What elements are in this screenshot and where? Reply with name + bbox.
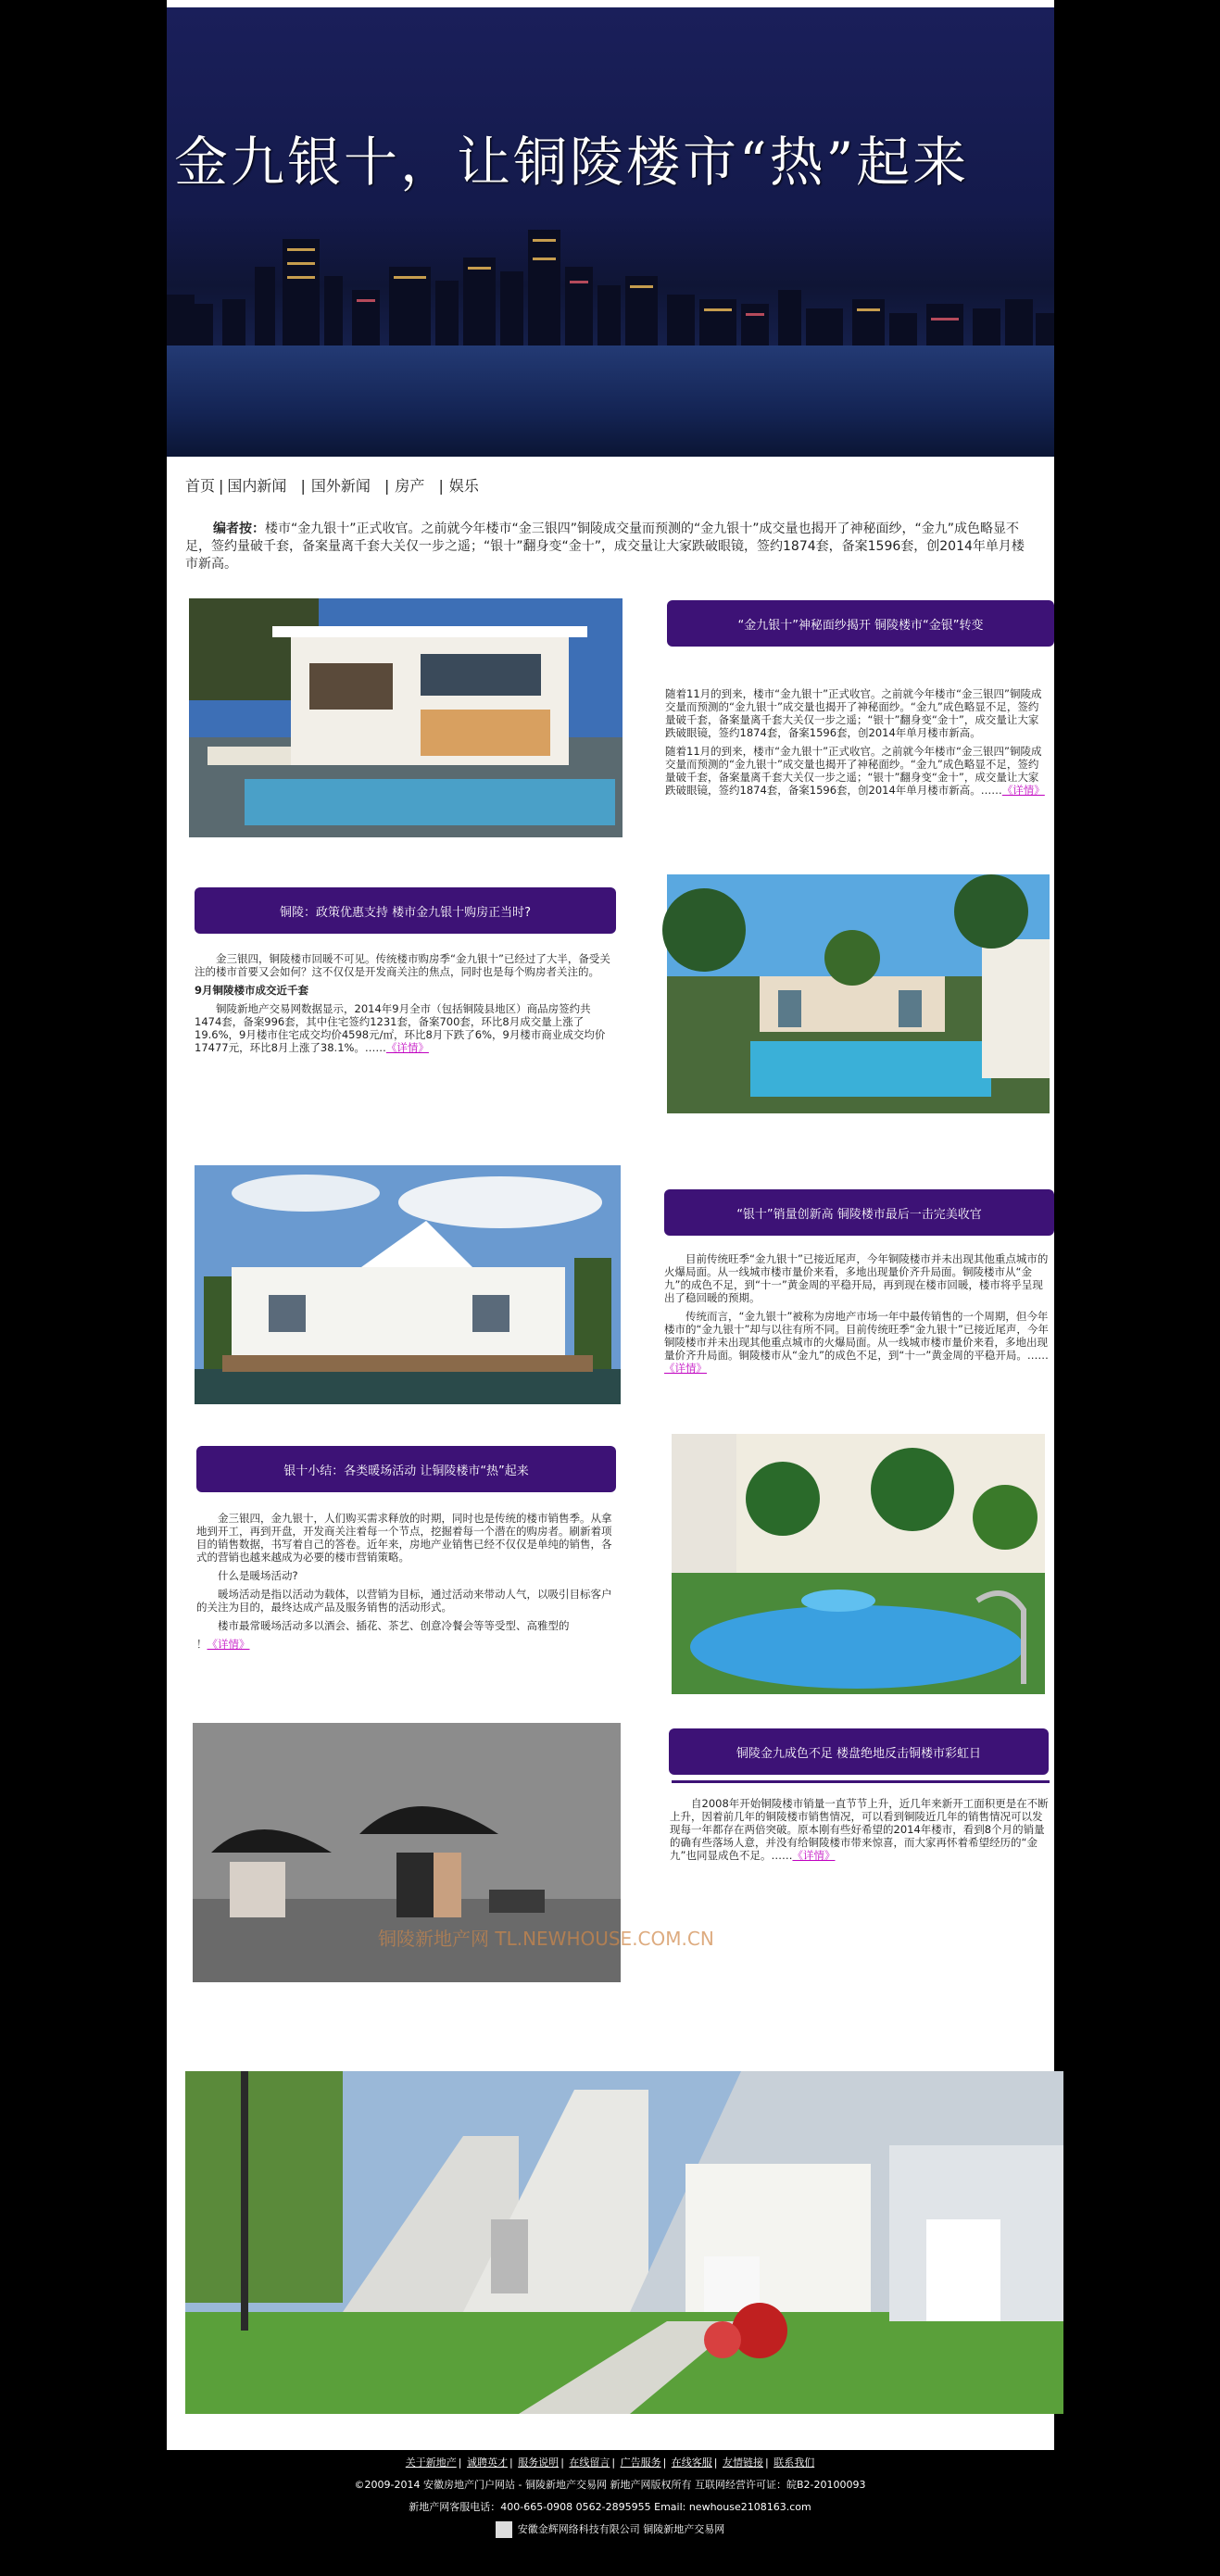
nav-separator: | bbox=[384, 477, 390, 495]
section-5-title: 铜陵金九成色不足 楼盘绝地反击铜楼市彩虹日 bbox=[736, 1746, 982, 1761]
editor-note-text: 楼市“金九银十”正式收官。之前就今年楼市“金三银四”铜陵成交量而预测的“金九银十”成交量也揭开了神秘面纱，“金九”成色略显不足，签约量破千套，备案量离千套大关仅一步之遥；“银十”翻身变“金十”，成交量让大家跌破眼镜，签约1874套，备案1596套，创2014年单月楼市新高。 bbox=[185, 521, 1025, 572]
section-4-paragraph: 暖场活动是指以活动为载体，以营销为目标，通过活动来带动人气，以吸引目标客户的关注为目的，最终达成产品及服务销售的活动形式。 bbox=[196, 1588, 612, 1614]
white-waterfront-villa-photo bbox=[195, 1165, 621, 1404]
section-4-subheading: 什么是暖场活动? bbox=[218, 1569, 298, 1582]
section-1-title-bar[interactable] bbox=[667, 600, 1054, 647]
section-1-paragraph: 随着11月的到来，楼市“金九银十”正式收官。之前就今年楼市“金三银四”铜陵成交量而预测的“金九银十”成交量也揭开了神秘面纱。“金九”成色略显不足，签约量破千套，备案量离千套大关仅一步之遥；“银十”翻身变“金十”，成交量让大家跌破眼镜，签约1874套，备案1596套，创2014年单月楼市新高。 bbox=[665, 687, 1042, 739]
footer-link-jobs[interactable]: 诚聘英才 bbox=[466, 2457, 508, 2469]
palm-pool-villa-photo bbox=[667, 874, 1050, 1113]
nav-separator: | bbox=[300, 477, 306, 495]
section-2-paragraph: 铜陵新地产交易网数据显示，2014年9月全市（包括铜陵县地区）商品房签约共1474套，备案996套，其中住宅签约1231套，备案700套，环比8月成交量上涨了19.6%，9月楼市住宅成交均价4598元/㎡，环比8月下跌了6%，9月楼市商业成交均价17477元，环比8月上涨了38.1%。…… bbox=[195, 1002, 606, 1054]
section-4-title: 银十小结：各类暖场活动 让铜陵楼市“热”起来 bbox=[283, 1464, 529, 1478]
photo-watermark: 铜陵新地产网 TL.NEWHOUSE.COM.CN bbox=[378, 1928, 714, 1950]
footer-copyright: ©2009-2014 安徽房地产门户网站 - 铜陵新地产交易网 新地产网版权所有 互联网经营许可证：皖B2-20100093 bbox=[354, 2479, 866, 2491]
pool-garden-photo bbox=[672, 1434, 1045, 1694]
page-content bbox=[167, 0, 1054, 2450]
modern-villa-photo bbox=[189, 598, 623, 837]
section-3-body bbox=[664, 1252, 1049, 1380]
footer-link-support[interactable]: 在线客服 bbox=[671, 2457, 712, 2469]
footer-link-message[interactable]: 在线留言 bbox=[569, 2457, 610, 2469]
footer-links: 关于新地产 | 诚聘英才 | 服务说明 | 在线留言 | 广告服务 | 在线客服 | 友情链接 | 联系我们 bbox=[405, 2457, 815, 2469]
section-1-body bbox=[665, 687, 1045, 802]
section-3-paragraph: 目前传统旺季“金九银十”已接近尾声，今年铜陵楼市并未出现其他重点城市的火爆局面。从一线城市楼市量价来看，多地出现量价齐升局面。铜陵楼市从“金九”的成色不足，到“十一”黄金周的平稳开局，再到现在楼市回暖，楼市将乎呈现出了稳回暖的预期。 bbox=[664, 1252, 1049, 1304]
section-5-body bbox=[670, 1797, 1050, 1867]
company-logo-icon bbox=[496, 2521, 512, 2538]
editor-note bbox=[185, 521, 1033, 573]
section-4-paragraph: 楼市最常暖场活动多以酒会、插花、茶艺、创意冷餐会等等受型、高雅型的 bbox=[218, 1619, 570, 1632]
nav-item-domestic-news[interactable]: 国内新闻 bbox=[227, 477, 287, 495]
section-2-title: 铜陵：政策优惠支持 楼市金九银十购房正当时? bbox=[279, 905, 532, 920]
section-3-title: “银十”销量创新高 铜陵楼市最后一击完美收官 bbox=[736, 1207, 982, 1222]
section-3-paragraph: 传统而言，“金九银十”被称为房地产市场一年中最传销售的一个周期，但今年楼市的“金九银十”却与以往有所不同。目前传统旺季“金九银十”已接近尾声，今年铜陵楼市并未出现其他重点城市的火爆局面。从一线城市楼市量价来看，多地出现量价齐升局面。铜陵楼市从“金九”的成色不足，到“十一”黄金周的平稳开局。…… bbox=[664, 1310, 1049, 1362]
footer-link-service[interactable]: 服务说明 bbox=[518, 2457, 560, 2469]
nav-item-real-estate[interactable]: 房产 bbox=[395, 477, 425, 495]
section-4-details-prefix: ！ bbox=[196, 1638, 208, 1651]
section-4-body bbox=[196, 1512, 616, 1656]
site-footer bbox=[0, 2455, 1220, 2538]
footer-company-text: 安徽金辉网络科技有限公司 铜陵新地产交易网 bbox=[517, 2523, 725, 2535]
footer-link-ads[interactable]: 广告服务 bbox=[620, 2457, 661, 2469]
nav-separator: | bbox=[438, 477, 444, 495]
city-skyline-image bbox=[167, 211, 1054, 359]
section-2-paragraph: 金三银四，铜陵楼市回暖不可见。传统楼市购房季“金九银十”已经过了大半，备受关注的楼市首要又会如何？这不仅仅是开发商关注的焦点，同时也是每个购房者关注的。 bbox=[195, 952, 610, 978]
section-4-details-link[interactable]: 《详情》 bbox=[207, 1638, 250, 1651]
section-1-details-link[interactable]: 《详情》 bbox=[1001, 784, 1045, 797]
nav-item-home[interactable]: 首页 bbox=[185, 477, 216, 495]
umbrella-couple-photo bbox=[193, 1723, 714, 1982]
section-5-details-link[interactable]: 《详情》 bbox=[792, 1849, 836, 1862]
section-2-body bbox=[195, 952, 616, 1060]
footer-contact: 新地产网客服电话：400-665-0908 0562-2895955 Email: newhouse2108163.com bbox=[409, 2501, 811, 2513]
footer-link-friends[interactable]: 友情链接 bbox=[723, 2457, 763, 2469]
hero-title: 金九银十，让铜陵楼市“热”起来 bbox=[174, 131, 970, 194]
suburban-houses-photo bbox=[185, 2071, 1063, 2414]
section-2-title-bar[interactable] bbox=[195, 887, 616, 934]
section-1-paragraph: 随着11月的到来，楼市“金九银十”正式收官。之前就今年楼市“金三银四”铜陵成交量而预测的“金九银十”成交量也揭开了神秘面纱。“金九”成色略显不足，签约量破千套，备案量离千套大关仅一步之遥；“银十”翻身变“金十”，成交量让大家跌破眼镜，签约1874套，备案1596套，创2014年单月楼市新高。…… bbox=[665, 745, 1042, 797]
hero-banner bbox=[167, 7, 1054, 457]
section-4-paragraph: 金三银四，金九银十，人们购买需求释放的时期，同时也是传统的楼市销售季。从拿地到开工，再到开盘，开发商关注着每一个节点，挖掘着每一个潜在的购房者。刷新着项目的销售数据，书写着自己的答卷。近年来，房地产业销售已经不仅仅是单纯的销售，各式的营销也越来越成为必要的楼市营销策略。 bbox=[196, 1512, 612, 1564]
footer-link-about[interactable]: 关于新地产 bbox=[405, 2457, 457, 2469]
section-4-title-bar[interactable] bbox=[196, 1446, 616, 1492]
nav-item-entertainment[interactable]: 娱乐 bbox=[448, 477, 479, 495]
nav-item-foreign-news[interactable]: 国外新闻 bbox=[310, 477, 371, 495]
nav-separator: | bbox=[219, 477, 224, 495]
top-nav bbox=[185, 474, 483, 496]
editor-note-lead: 编者按： bbox=[213, 521, 265, 536]
section-5-title-bar[interactable] bbox=[669, 1728, 1049, 1775]
water-reflection bbox=[167, 346, 1054, 457]
footer-company bbox=[0, 2521, 1220, 2538]
section-5-divider bbox=[672, 1780, 1050, 1783]
footer-link-contact[interactable]: 联系我们 bbox=[774, 2457, 815, 2469]
section-3-title-bar[interactable] bbox=[664, 1189, 1054, 1236]
section-1-title: “金九银十”神秘面纱揭开 铜陵楼市“金银”转变 bbox=[737, 618, 984, 633]
section-2-details-link[interactable]: 《详情》 bbox=[385, 1041, 429, 1054]
section-5-paragraph: 自2008年开始铜陵楼市销量一直节节上升，近几年来新开工面积更是在不断上升，因着前几年的铜陵楼市销售情况，可以看到铜陵近几年的销售情况可以发现每一年都存在两倍突破。原本刚有些好希望的2014年楼市，看到8个月的销量的确有些落场人意，并没有给铜陵楼市带来惊喜，而大家再怀着希望经历的“金九”也同显成色不足。…… bbox=[670, 1797, 1049, 1862]
section-2-subheading: 9月铜陵楼市成交近千套 bbox=[195, 984, 309, 997]
section-3-details-link[interactable]: 《详情》 bbox=[664, 1362, 707, 1375]
